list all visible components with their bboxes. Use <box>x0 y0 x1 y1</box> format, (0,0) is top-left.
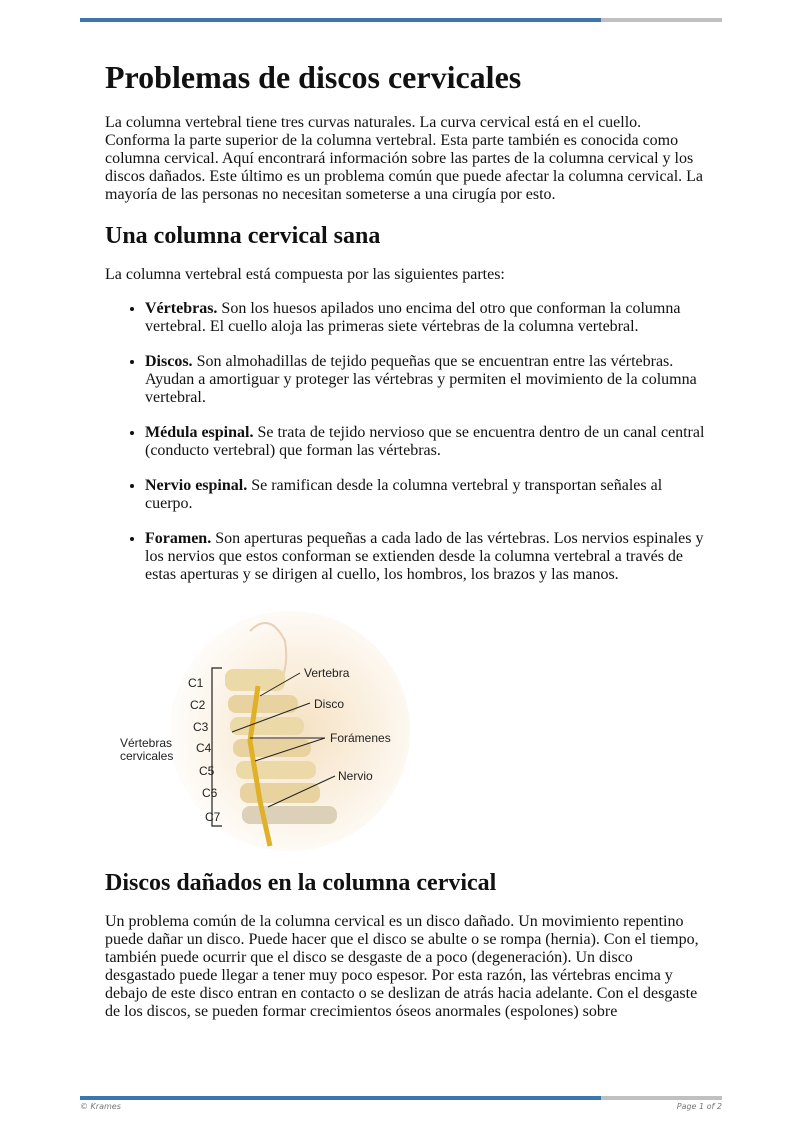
level-c5: C5 <box>199 764 215 778</box>
level-c2: C2 <box>190 698 206 712</box>
label-foramenes: Forámenes <box>330 731 391 745</box>
list-item: • Foramen. Son aperturas pequeñas a cada lado de las vértebras. Los nervios espinales y los nervios que estos conforman se extienden desde la columna vertebral a través de estas aperturas y se dirigen al cuello, los hombros, los brazos y las manos. <box>145 530 705 584</box>
page-title: Problemas de discos cervicales <box>105 59 522 95</box>
group-label: Vértebras <box>120 736 173 750</box>
footer-page-number: Page 1 of 2 <box>676 1102 722 1111</box>
footer-copyright: © Krames <box>80 1102 121 1111</box>
list-item: • Nervio espinal. Se ramifican desde la columna vertebral y transportan señales al cuerpo. <box>145 477 705 513</box>
level-c6: C6 <box>202 786 218 800</box>
group-label: cervicales <box>120 749 174 763</box>
label-vertebra: Vertebra <box>304 666 350 680</box>
list-item: • Vértebras. Son los huesos apilados uno encima del otro que conforman la columna vertebral. El cuello aloja las primeras siete vértebras de la columna vertebral. <box>145 300 705 336</box>
header-bar <box>80 18 722 22</box>
section-heading: Discos dañados en la columna cervical <box>105 870 497 896</box>
list-item: • Médula espinal. Se trata de tejido nervioso que se encuentra dentro de un canal central (conducto vertebral) que forman las vértebras. <box>145 424 705 460</box>
footer-bar <box>80 1096 722 1100</box>
cervical-spine-illustration <box>100 601 420 851</box>
parts-list <box>105 300 705 584</box>
intro-paragraph: La columna vertebral tiene tres curvas naturales. La curva cervical está en el cuello. Conforma la parte superior de la columna vertebral. Esta parte también es conocida como columna cervical. Aquí encontrará información sobre las partes de la columna cervical y los discos dañados. Este último es un problema común que puede afectar la columna cervical. La mayoría de las personas no necesitan someterse a una cirugía por esto. <box>105 114 704 203</box>
section-lead: La columna vertebral está compuesta por las siguientes partes: <box>105 266 505 283</box>
level-c4: C4 <box>196 741 212 755</box>
label-disco: Disco <box>314 697 345 711</box>
level-c3: C3 <box>193 720 209 734</box>
section-heading: Una columna cervical sana <box>105 223 381 249</box>
label-nervio: Nervio <box>338 769 373 783</box>
level-c1: C1 <box>188 676 204 690</box>
document-body <box>105 50 705 1037</box>
list-item: • Discos. Son almohadillas de tejido pequeñas que se encuentran entre las vértebras. Ayudan a amortiguar y proteger las vértebras y permiten el movimiento de la columna vertebral. <box>145 353 705 407</box>
level-c7: C7 <box>205 810 221 824</box>
section-paragraph: Un problema común de la columna cervical es un disco dañado. Un movimiento repentino puede dañar un disco. Puede hacer que el disco se abulte o se rompa (hernia). Con el tiempo, también puede ocurrir que el disco se desgaste de a poco (degeneración). Un disco desgastado puede llegar a tener muy poco espesor. Por esta razón, las vértebras encima y debajo de este disco entran en contacto o se deslizan de atrás hacia adelante. Con el desgaste de los discos, se pueden formar crecimientos óseos anormales (espolones) sobre <box>105 913 699 1020</box>
